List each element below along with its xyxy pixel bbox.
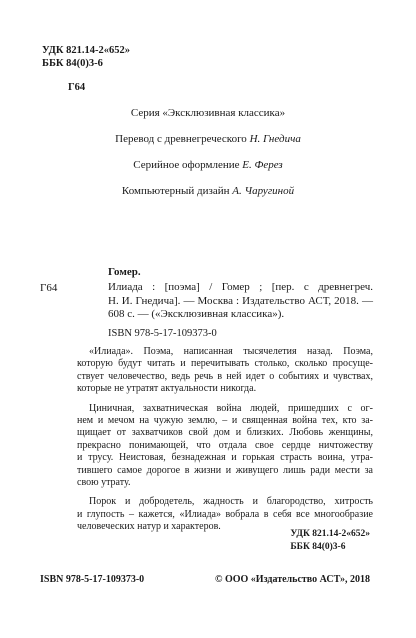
footer-classification: [290, 528, 370, 554]
annotation-line: человеческих натур и характеров.: [77, 521, 221, 533]
annotation-line: которую будут читать и перечитывать столько, сколько просуще-: [77, 358, 373, 370]
author-mark: Г64: [68, 82, 86, 93]
record-author-mark: Г64: [40, 282, 58, 294]
annotation-line: ствует человечество, ведь речь в ней идет о событиях и чувствах,: [77, 370, 373, 382]
design-prefix: Серийное оформление: [133, 159, 243, 171]
annotation-line: свою утрату.: [77, 477, 131, 489]
computer-design-line: [0, 178, 416, 204]
annotation-line: Порок и добродетель, жадность и благородство, хитрость: [89, 496, 373, 508]
record-line: 608 с. — («Эксклюзивная классика»).: [108, 308, 285, 320]
record-line: Н. И. Гнедича]. — Москва : Издательство АСТ, 2018. —: [108, 294, 373, 307]
translation-line: [0, 126, 416, 152]
annotation-line: которые не утратят актуальности никогда.: [77, 383, 257, 395]
annotation-line: прекрасно понимающей, что отдала свое сердце ничтожеству: [77, 439, 373, 451]
computer-designer-name: А. Чаругиной: [232, 185, 295, 197]
record-isbn: ISBN 978-5-17-109373-0: [108, 328, 217, 339]
footer-isbn: ISBN 978-5-17-109373-0: [40, 574, 145, 585]
record-line: Илиада : [поэма] / Гомер ; [пер. с древнегреч.: [108, 281, 373, 293]
annotation: [77, 346, 373, 541]
designer-name: Е. Ферез: [242, 159, 283, 171]
annotation-line: тившего самое дорогое в жизни и живущего лишь ради мести за: [77, 464, 373, 476]
computer-design-prefix: Компьютерный дизайн: [121, 185, 233, 197]
footer-bbk: ББК 84(0)3-6: [290, 542, 346, 552]
annotation-line: нем и мечом на чужую землю, – и священная война тех, кто за-: [77, 415, 373, 427]
footer-udk: УДК 821.14-2«652»: [290, 529, 370, 539]
copyright-notice: © ООО «Издательство АСТ», 2018: [214, 574, 370, 585]
annotation-paragraph: [77, 346, 373, 396]
annotation-line: щищает от захватчиков свой дом и близких. Любовь женщины,: [77, 427, 373, 439]
credits-block: [0, 100, 416, 204]
series-line: Серия «Эксклюзивная классика»: [130, 107, 286, 119]
udk-code: УДК 821.14-2«652»: [42, 45, 130, 56]
annotation-line: Циничная, захватническая война людей, пришедших с ог-: [89, 402, 373, 414]
design-line: [0, 152, 416, 178]
annotation-line: и трусу. Неистовая, безнадежная и горькая страсть воина, утра-: [77, 452, 373, 464]
classification-block: [42, 44, 130, 70]
bbk-code: ББК 84(0)3-6: [42, 58, 103, 69]
translation-prefix: Перевод с древнегреческого: [115, 133, 250, 145]
translator-name: Н. Гнедича: [249, 133, 301, 145]
record-author: Гомер.: [108, 266, 141, 278]
annotation-line: и глупость – кажется, «Илиада» вобрала в себя все многообразие: [77, 508, 373, 520]
annotation-line: «Илиада». Поэма, написанная тысячелетия назад. Поэма,: [89, 346, 373, 357]
annotation-paragraph: [77, 403, 373, 490]
bibliographic-record: [108, 281, 373, 322]
